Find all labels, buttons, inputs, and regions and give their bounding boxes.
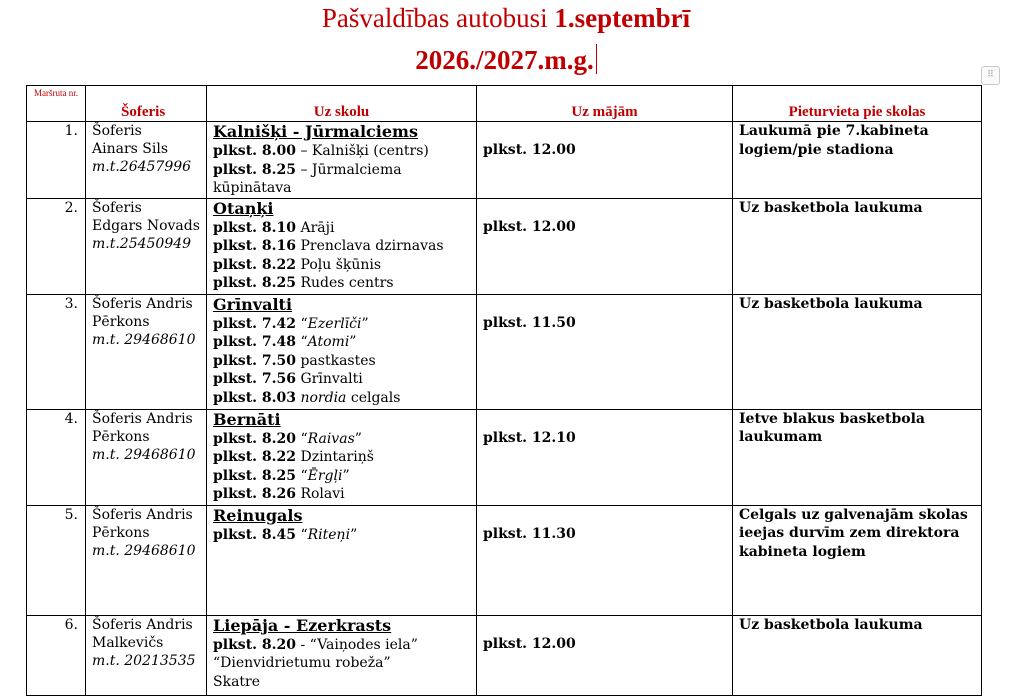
header-school-stop: Pieturvieta pie skolas — [733, 86, 982, 122]
header-route-nr: Maršruta nr. — [27, 86, 86, 122]
stop-time: plkst. 8.16 — [213, 238, 297, 254]
stop-line — [213, 389, 476, 408]
stop-line — [213, 654, 476, 673]
stop-time: plkst. 7.48 — [213, 334, 297, 350]
to-home-cell: plkst. 12.10 — [477, 409, 733, 505]
stop-time: plkst. 7.50 — [213, 352, 297, 369]
route-name: Kalnišķi - Jūrmalciems — [213, 122, 418, 141]
route-nr: 5. — [27, 505, 86, 615]
stop-time: plkst. 8.25 — [213, 467, 297, 484]
title-year: 2026./2027.m.g. — [415, 45, 594, 75]
stop-place: Poļu šķūnis — [296, 256, 382, 273]
to-school-cell — [207, 505, 477, 615]
stop-place: Rudes centrs — [296, 275, 394, 291]
title-normal: Pašvaldības autobusi — [321, 3, 555, 33]
table-row — [27, 294, 982, 409]
text-cursor — [596, 44, 597, 74]
bus-schedule-table — [26, 85, 982, 696]
stop-place: nordia — [300, 389, 347, 406]
stop-place: Ērgļi — [307, 467, 343, 484]
stop-time: plkst. 7.42 — [213, 315, 297, 332]
stop-time: plkst. 8.10 — [213, 219, 297, 236]
route-name: Bernāti — [213, 409, 281, 429]
stop-place: ” — [342, 467, 350, 484]
stop-place: pastkastes — [296, 352, 376, 369]
stop-time: plkst. 8.00 — [213, 143, 297, 159]
stop-line — [213, 256, 476, 275]
school-stop-cell: Laukumā pie 7.kabineta logiem/pie stadiona — [733, 122, 982, 199]
stop-place: “ — [296, 430, 308, 447]
phone-number: m.t. 20213535 — [92, 652, 196, 669]
title-bold: 1.septembrī — [554, 3, 691, 33]
driver-phone — [92, 158, 206, 176]
route-name: Reinugals — [213, 505, 303, 525]
stop-line — [213, 467, 476, 486]
stop-time: plkst. 8.26 — [213, 486, 297, 502]
stop-time: plkst. 8.25 — [213, 161, 297, 178]
school-stop-cell: Uz basketbola laukuma — [733, 294, 982, 409]
stop-line — [213, 315, 476, 334]
driver-line: Šoferis Andris — [92, 295, 193, 312]
stop-place: - “Vaiņodes iela” — [296, 636, 418, 653]
to-school-cell — [207, 294, 477, 409]
stop-line — [213, 237, 476, 256]
route-nr: 4. — [27, 409, 86, 505]
driver-cell — [86, 615, 207, 695]
table-row — [27, 198, 982, 294]
stop-line — [213, 448, 476, 467]
phone-number: m.t. 29468610 — [92, 446, 196, 463]
route-nr: 6. — [27, 615, 86, 695]
school-stop-cell: Uz basketbola laukuma — [733, 615, 982, 695]
driver-line: Šoferis — [92, 123, 142, 139]
stop-place: “Dienvidrietumu robeža” — [213, 655, 391, 671]
driver-phone — [92, 542, 206, 560]
driver-cell — [86, 505, 207, 615]
stop-line — [213, 673, 476, 692]
driver-cell — [86, 294, 207, 409]
stop-time: plkst. 8.20 — [213, 430, 297, 447]
stop-place: “ — [296, 315, 308, 332]
stop-place: celgals — [346, 389, 401, 406]
driver-line: Šoferis Andris — [92, 410, 193, 427]
table-row — [27, 409, 982, 505]
stop-line — [213, 485, 476, 504]
stop-line — [213, 370, 476, 389]
stop-time: plkst. 8.25 — [213, 275, 297, 291]
to-school-cell — [207, 122, 477, 199]
stop-time: plkst. 8.20 — [213, 636, 297, 653]
driver-line: Šoferis — [92, 199, 142, 216]
stop-place: Atomi — [307, 334, 350, 350]
stop-line — [213, 274, 476, 293]
stop-time: plkst. 8.22 — [213, 256, 297, 273]
to-school-cell — [207, 615, 477, 695]
stop-place: Rolavi — [296, 486, 345, 502]
stop-place: Raivas — [307, 430, 355, 447]
driver-line: Šoferis Andris — [92, 506, 193, 523]
driver-cell — [86, 198, 207, 294]
driver-cell — [86, 122, 207, 199]
driver-phone — [92, 331, 206, 349]
stop-time: plkst. 8.03 — [213, 389, 297, 406]
stop-place: ” — [361, 315, 369, 332]
to-home-cell: plkst. 12.00 — [477, 615, 733, 695]
header-to-home: Uz mājām — [477, 86, 733, 122]
table-row — [27, 505, 982, 615]
phone-number: m.t. 29468610 — [92, 331, 196, 348]
school-stop-cell: Celgals uz galvenajām skolas ieejas durvīm zem direktora kabineta logiem — [733, 505, 982, 615]
stop-line — [213, 526, 476, 545]
table-row — [27, 122, 982, 199]
stop-place: “ — [296, 467, 308, 484]
table-header-row — [27, 86, 982, 122]
driver-name: Pērkons — [92, 524, 150, 541]
stop-place: Prenclava dzirnavas — [296, 238, 444, 254]
stop-place: Ezerlīči — [307, 315, 362, 332]
route-nr: 3. — [27, 294, 86, 409]
driver-phone — [92, 446, 206, 464]
school-stop-cell: Ietve blakus basketbola laukumam — [733, 409, 982, 505]
stop-place: Grīnvalti — [296, 371, 363, 387]
stop-time: plkst. 8.45 — [213, 526, 297, 543]
to-school-cell — [207, 409, 477, 505]
stop-line — [213, 333, 476, 352]
header-to-school: Uz skolu — [207, 86, 477, 122]
route-name: Grīnvalti — [213, 294, 293, 314]
stop-place: Riteņi — [307, 526, 351, 543]
stop-line — [213, 219, 476, 238]
phone-number: m.t.26457996 — [92, 159, 192, 175]
stop-line — [213, 161, 476, 198]
stop-place: – Jūrmalciema kūpinātava — [213, 161, 402, 196]
driver-phone — [92, 652, 206, 670]
page-title-line2 — [0, 44, 1012, 76]
stop-place: “ — [296, 334, 308, 350]
driver-name: Pērkons — [92, 313, 150, 330]
stop-place: – Kalnišķi (centrs) — [296, 143, 429, 159]
table-row — [27, 615, 982, 695]
driver-name: Malkevičs — [92, 634, 164, 651]
route-nr: 1. — [27, 122, 86, 199]
stop-line — [213, 352, 476, 371]
stop-place: Skatre — [213, 673, 261, 690]
stop-time: plkst. 7.56 — [213, 371, 297, 387]
phone-number: m.t. 29468610 — [92, 542, 196, 559]
phone-number: m.t.25450949 — [92, 235, 192, 252]
driver-name: Ainars Sils — [92, 141, 169, 157]
stop-line — [213, 142, 476, 161]
driver-name: Edgars Novads — [92, 217, 200, 234]
driver-line: Šoferis Andris — [92, 616, 193, 633]
table-move-handle-icon[interactable]: ⠿ — [981, 66, 1000, 85]
page-title-line1 — [0, 2, 1012, 34]
stop-place: Arāji — [296, 219, 335, 236]
to-home-cell: plkst. 12.00 — [477, 122, 733, 199]
route-nr: 2. — [27, 198, 86, 294]
route-name: Otaņķi — [213, 198, 274, 218]
header-driver: Šoferis — [86, 86, 207, 122]
stop-time: plkst. 8.22 — [213, 449, 297, 465]
driver-name: Pērkons — [92, 428, 150, 445]
to-school-cell — [207, 198, 477, 294]
stop-place: ” — [349, 334, 357, 350]
stop-place: ” — [350, 526, 358, 543]
driver-cell — [86, 409, 207, 505]
driver-phone — [92, 235, 206, 253]
stop-line — [213, 430, 476, 449]
to-home-cell: plkst. 11.30 — [477, 505, 733, 615]
school-stop-cell: Uz basketbola laukuma — [733, 198, 982, 294]
to-home-cell: plkst. 12.00 — [477, 198, 733, 294]
route-name: Liepāja - Ezerkrasts — [213, 615, 392, 635]
stop-line — [213, 636, 476, 655]
stop-place: ” — [354, 430, 362, 447]
stop-place: “ — [296, 526, 308, 543]
stop-place: Dzintariņš — [296, 449, 374, 465]
to-home-cell: plkst. 11.50 — [477, 294, 733, 409]
